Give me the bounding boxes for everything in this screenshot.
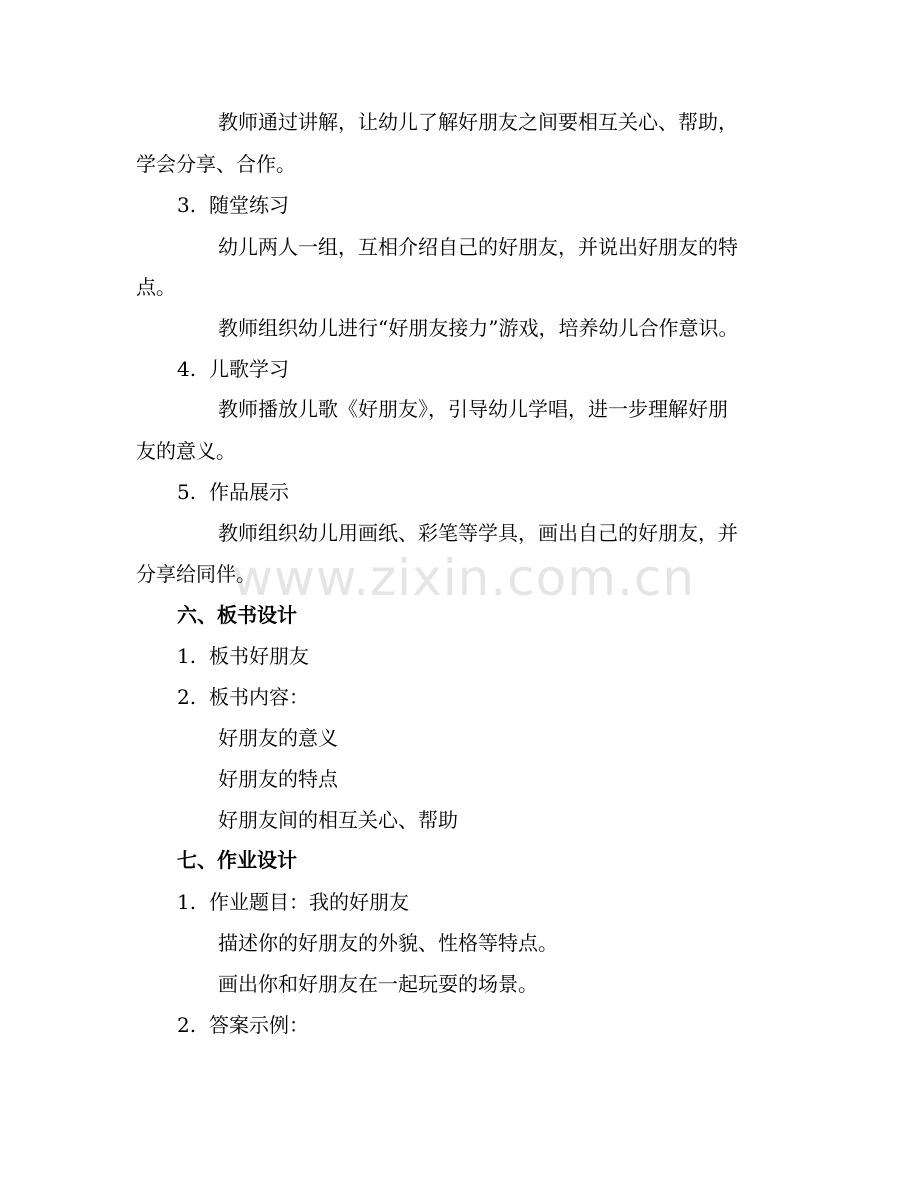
list-item-3 (177, 191, 289, 219)
paragraph-line: 教师通过讲解，让幼儿了解好朋友之间要相互关心、帮助， (218, 110, 738, 134)
paragraph-line: 教师组织幼儿进行“好朋友接力”游戏，培养幼儿合作意识。 (218, 316, 739, 340)
list-item-2 (177, 1011, 309, 1039)
list-number: 2. (177, 1013, 197, 1037)
paragraph-line: 点。 (136, 275, 176, 299)
list-item-1 (177, 888, 409, 916)
board-content-line: 好朋友间的相互关心、帮助 (218, 808, 458, 832)
list-item-1 (177, 642, 309, 670)
homework-line: 画出你和好朋友在一起玩耍的场景。 (218, 972, 538, 996)
list-item-label: 板书好朋友 (209, 644, 309, 668)
list-item-2 (177, 683, 309, 711)
paragraph-line: 友的意义。 (136, 439, 236, 463)
paragraph-line: 分享给同伴。 (136, 562, 256, 586)
list-number: 5. (177, 480, 197, 504)
list-number: 1. (177, 644, 197, 668)
list-number: 2. (177, 685, 197, 709)
list-item-label: 答案示例： (209, 1013, 309, 1037)
list-item-label: 儿歌学习 (209, 357, 289, 381)
list-item-label: 作品展示 (209, 480, 289, 504)
list-number: 1. (177, 890, 197, 914)
list-item-label: 作业题目：我的好朋友 (209, 890, 409, 914)
paragraph-line: 学会分享、合作。 (136, 152, 296, 176)
list-number: 4. (177, 357, 197, 381)
list-item-label: 随堂练习 (209, 193, 289, 217)
board-content-line: 好朋友的特点 (218, 767, 338, 791)
list-item-label: 板书内容： (209, 685, 309, 709)
paragraph-line: 教师播放儿歌《好朋友》，引导幼儿学唱，进一步理解好朋 (218, 397, 728, 421)
watermark: www.zixin.com.cn (232, 549, 696, 607)
list-item-4 (177, 355, 289, 383)
list-item-5 (177, 478, 289, 506)
board-content-line: 好朋友的意义 (218, 726, 338, 750)
paragraph-line: 幼儿两人一组，互相介绍自己的好朋友，并说出好朋友的特 (218, 235, 738, 259)
section-heading-board-design: 六、板书设计 (177, 603, 297, 627)
list-number: 3. (177, 193, 197, 217)
paragraph-line: 教师组织幼儿用画纸、彩笔等学具，画出自己的好朋友，并 (218, 521, 738, 545)
section-heading-homework-design: 七、作业设计 (177, 848, 297, 872)
homework-line: 描述你的好朋友的外貌、性格等特点。 (218, 931, 558, 955)
